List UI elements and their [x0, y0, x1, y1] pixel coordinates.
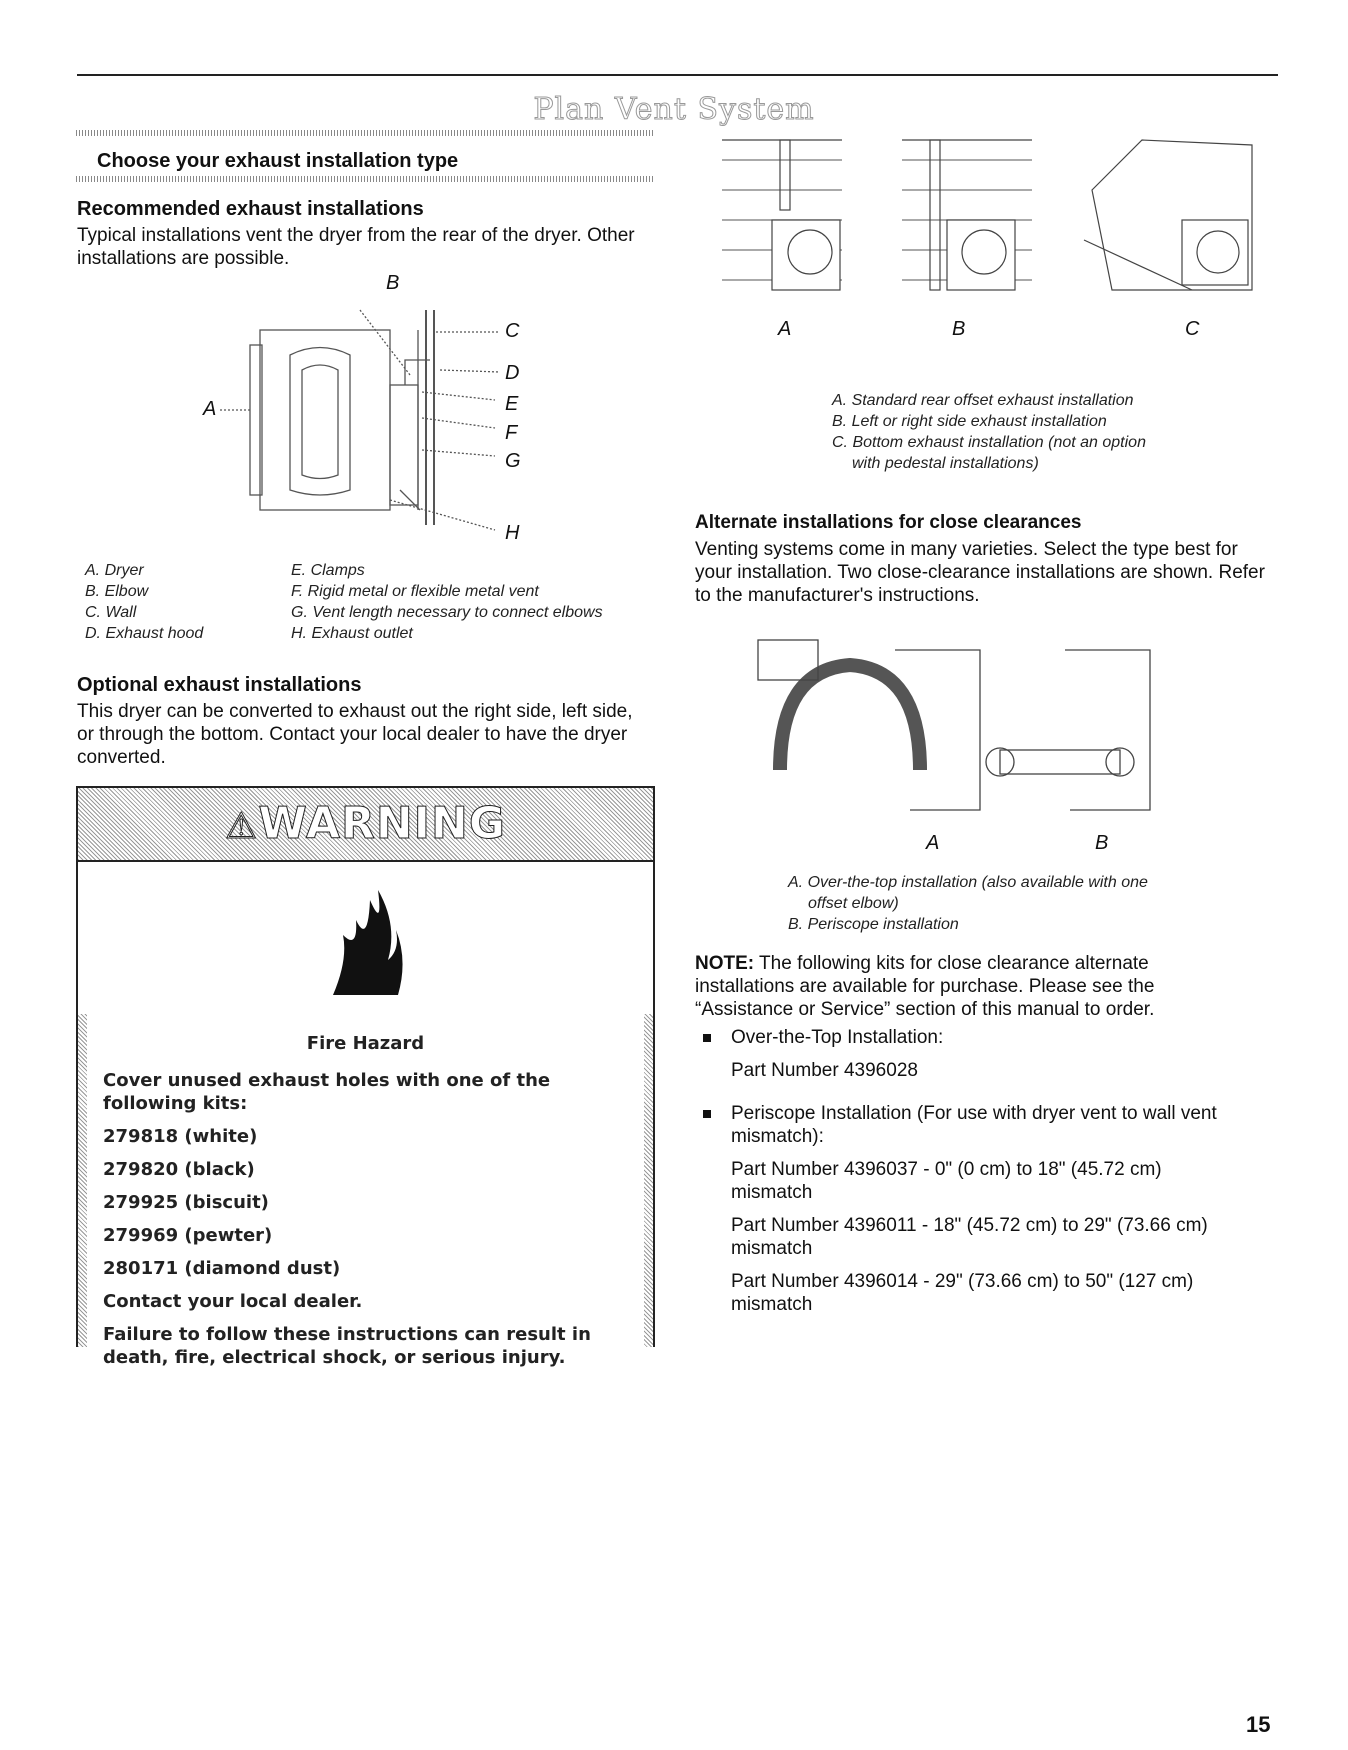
- kit-item: 280171 (diamond dust): [103, 1258, 341, 1279]
- kit-item: 279818 (white): [103, 1126, 258, 1147]
- warning-symbol-area: [78, 860, 653, 1016]
- kit-over-the-top: [695, 1026, 1265, 1082]
- caption: A. Standard rear offset exhaust installation: [832, 392, 1134, 409]
- close-clearance-diagram: [750, 630, 1170, 830]
- fig3-label-b: B: [1095, 832, 1109, 854]
- fig1-label-b: B: [386, 272, 400, 294]
- kit-periscope: [695, 1102, 1265, 1316]
- fig1-label-d: D: [505, 362, 520, 384]
- fig1-label-f: F: [505, 422, 518, 444]
- warning-box: [76, 786, 655, 1368]
- warning-title-text: WARNING: [258, 798, 506, 849]
- optional-text: This dryer can be converted to exhaust out the right side, left side, or through the bottom. Contact your local dealer to have the dryer converted.: [77, 701, 633, 768]
- fig1-legend-col2: [291, 560, 603, 644]
- caption: B. Left or right side exhaust installation: [832, 413, 1107, 430]
- legend-item: B. Elbow: [85, 583, 149, 600]
- kit-item: 279969 (pewter): [103, 1225, 273, 1246]
- alternate-heading: Alternate installations for close clearances: [695, 512, 1082, 533]
- recommended-heading: Recommended exhaust installations: [77, 198, 424, 220]
- fig2-captions: [832, 390, 1146, 474]
- kit-bullets: [695, 1026, 1265, 1316]
- legend-item: E. Clamps: [291, 562, 365, 579]
- legend-item: H. Exhaust outlet: [291, 625, 413, 642]
- section-rule-bottom: [76, 176, 655, 182]
- legend-item: D. Exhaust hood: [85, 625, 204, 642]
- fig1-label-a: A: [203, 398, 217, 420]
- warning-header: [78, 788, 653, 860]
- hazard-title: Fire Hazard: [306, 1033, 425, 1054]
- fig1-label-e: E: [505, 393, 519, 415]
- warning-triangle-icon: ⚠: [225, 806, 259, 847]
- caption: A. Over-the-top installation (also available with one: [788, 874, 1148, 891]
- legend-item: A. Dryer: [85, 562, 144, 579]
- note-text: The following kits for close clearance alternate installations are available for purchase. Please see the “Assistance or Service” section of this manual to order.: [695, 953, 1155, 1020]
- legend-item: F. Rigid metal or flexible metal vent: [291, 583, 539, 600]
- fig2-label-a: A: [778, 318, 792, 340]
- page-number: 15: [1246, 1712, 1271, 1737]
- legend-item: G. Vent length necessary to connect elbows: [291, 604, 603, 621]
- caption: C. Bottom exhaust installation (not an option: [832, 434, 1146, 451]
- fire-icon: [328, 880, 408, 1000]
- caption: B. Periscope installation: [788, 916, 959, 933]
- fig3-captions: [788, 872, 1148, 935]
- fig3-label-a: A: [926, 832, 940, 854]
- page-title: Plan Vent System: [533, 92, 815, 127]
- fig2-label-b: B: [952, 318, 966, 340]
- legend-item: C. Wall: [85, 604, 137, 621]
- kit-item: 279820 (black): [103, 1159, 255, 1180]
- part-number: Part Number 4396011 - 18" (45.72 cm) to 29" (73.66 cm) mismatch: [731, 1215, 1208, 1259]
- installation-types-diagram: [712, 130, 1272, 310]
- caption: with pedestal installations): [852, 455, 1039, 472]
- alternate-text: Venting systems come in many varieties. Select the type best for your installation. Two close-clearance installations are shown. Refer to the manufacturer's instructions.: [695, 539, 1265, 606]
- failure-line: Failure to follow these instructions can result in death, fire, electrical shock, or serious injury.: [103, 1324, 591, 1368]
- warning-body: [78, 1014, 653, 1368]
- top-rule: [77, 74, 1278, 76]
- optional-heading: Optional exhaust installations: [77, 674, 362, 696]
- kit-name: Over-the-Top Installation:: [731, 1027, 944, 1048]
- warning-text-panel: [87, 1014, 644, 1368]
- fig1-legend-col1: [85, 560, 203, 644]
- warning-title: [78, 798, 653, 849]
- warning-line: Cover unused exhaust holes with one of the following kits:: [103, 1070, 551, 1114]
- section-rule-top: [76, 130, 655, 136]
- fig1-label-h: H: [505, 522, 520, 544]
- kit-list: [695, 1026, 1265, 1316]
- part-number: Part Number 4396037 - 0" (0 cm) to 18" (45.72 cm) mismatch: [731, 1159, 1162, 1203]
- part-number: Part Number 4396014 - 29" (73.66 cm) to 50" (127 cm) mismatch: [731, 1271, 1194, 1315]
- kit-item: 279925 (biscuit): [103, 1192, 269, 1213]
- fig1-label-g: G: [505, 450, 521, 472]
- contact-line: Contact your local dealer.: [103, 1291, 363, 1312]
- part-number: Part Number 4396028: [731, 1060, 918, 1081]
- kit-name: Periscope Installation (For use with dryer vent to wall vent mismatch):: [731, 1103, 1217, 1147]
- fig2-label-c: C: [1185, 318, 1200, 340]
- recommended-text: Typical installations vent the dryer from the rear of the dryer. Other installations are possible.: [77, 225, 635, 269]
- section-heading: Choose your exhaust installation type: [97, 150, 459, 172]
- fig1-label-c: C: [505, 320, 520, 342]
- note-paragraph: [695, 952, 1215, 1021]
- caption: offset elbow): [808, 895, 899, 912]
- note-label: NOTE:: [695, 953, 755, 974]
- dryer-vent-diagram: [190, 300, 550, 540]
